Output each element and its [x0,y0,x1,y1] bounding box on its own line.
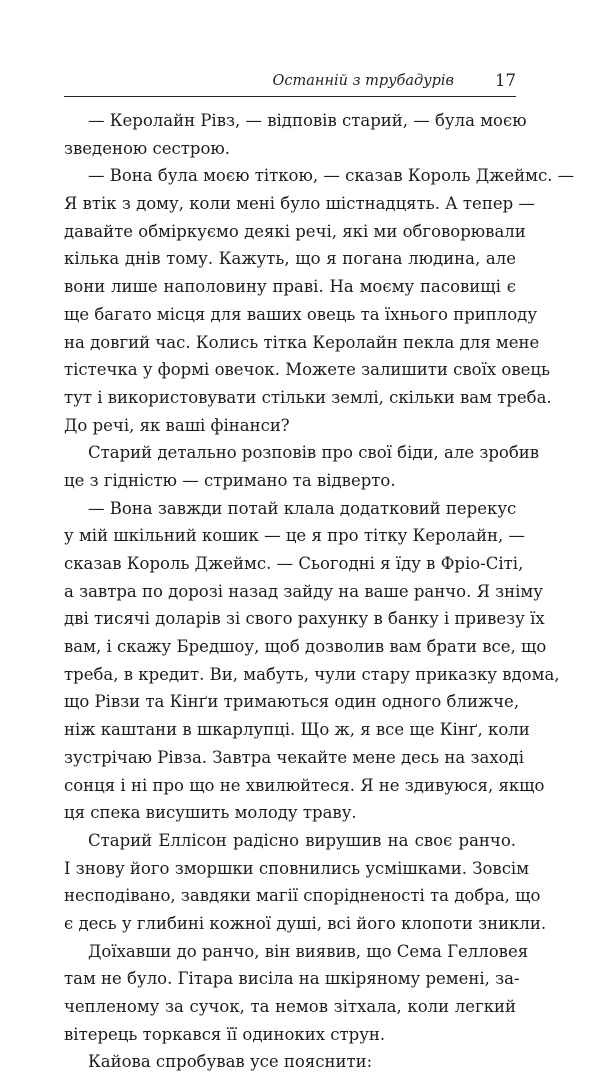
text-line: До речі, як ваші фінанси? [64,415,290,435]
text-line: тут і використовувати стільки землі, скільки вам треба. [64,387,552,407]
running-title: Останній з трубадурів [272,73,454,89]
text-line: на довгий час. Колись тітка Керолайн пекла для мене [64,332,540,352]
text-line: — Вона завжди потай клала додатковий перекус [88,498,517,518]
paragraph [64,827,547,938]
text-line: Доїхавши до ранчо, він виявив, що Сема Гелловея [88,941,529,961]
text-line: що Рівзи та Кінґи тримаються один одного ближче, [64,692,520,712]
text-line: є десь у глибині кожної душі, всі його клопоти зникли. [64,913,547,933]
text-line: несподівано, завдяки магії спорідненості та добра, що [64,886,541,906]
text-line: Кайова спробував усе пояснити: [88,1052,373,1072]
text-line: зустрічаю Рівза. Завтра чекайте мене десь на заході [64,747,524,767]
text-line: сонця і ні про що не хвилюйтеся. Я не здивуюся, якщо [64,775,545,795]
text-line: ніж каштани в шкарлупці. Що ж, я все ще Кінґ, коли [64,720,530,740]
text-line: а завтра по дорозі назад зайду на ваше ранчо. Я зніму [64,581,543,601]
text-line: І знову його зморшки сповнились усмішками. Зовсім [64,858,530,878]
text-line: дві тисячі доларів зі свого рахунку в банку і привезу їх [64,609,545,629]
text-line: у мій шкільний кошик — це я про тітку Керолайн, — [64,526,525,546]
paragraph [64,439,540,494]
text-line: вітерець торкався її одиноких струн. [64,1024,386,1044]
text-line: тістечка у формі овечок. Можете залишити своїх овець [64,360,551,380]
text-line: сказав Король Джеймс. — Сьогодні я їду в Фріо-Сіті, [64,554,524,573]
text-line: вам, і скажу Бредшоу, щоб дозволив вам брати все, що [64,637,547,657]
page-number: 17 [495,71,516,90]
text-line: Я втік з дому, коли мені було шістнадцять. А тепер — [64,194,535,214]
text-line: там не було. Гітара висіла на шкіряному ремені, за- [64,969,520,989]
text-line: кілька днів тому. Кажуть, що я погана людина, але [64,249,516,269]
text-line: ця спека висушить молоду траву. [64,803,357,823]
text-line: треба, в кредит. Ви, мабуть, чули стару приказку вдома, [64,664,560,684]
text-line: — Вона була моєю тіткою, — сказав Король Джеймс. — [88,166,575,186]
text-line: вони лише наполовину праві. На моєму пасовищі є [64,277,516,297]
body-text [64,107,575,1076]
text-line: це з гідністю — стримано та відверто. [64,470,396,490]
text-line: чепленому за сучок, та немов зітхала, коли легкий [64,997,516,1016]
text-line: Старий Еллісон радісно вирушив на своє ранчо. [88,830,516,850]
text-line: зведеною сестрою. [64,138,230,158]
text-line: давайте обміркуємо деякі речі, які ми обговорювали [64,221,526,241]
text-line: — Керолайн Рівз, — відповів старий, — була моєю [88,111,527,130]
paragraph [64,162,575,439]
text-line: Старий детально розповів про свої біди, але зробив [88,443,540,463]
running-header [64,70,516,97]
paragraph [64,1048,516,1076]
paragraph [64,107,527,162]
text-line: ще багато місця для ваших овець та їхнього приплоду [64,304,538,324]
paragraph [64,938,529,1049]
paragraph [64,495,560,827]
